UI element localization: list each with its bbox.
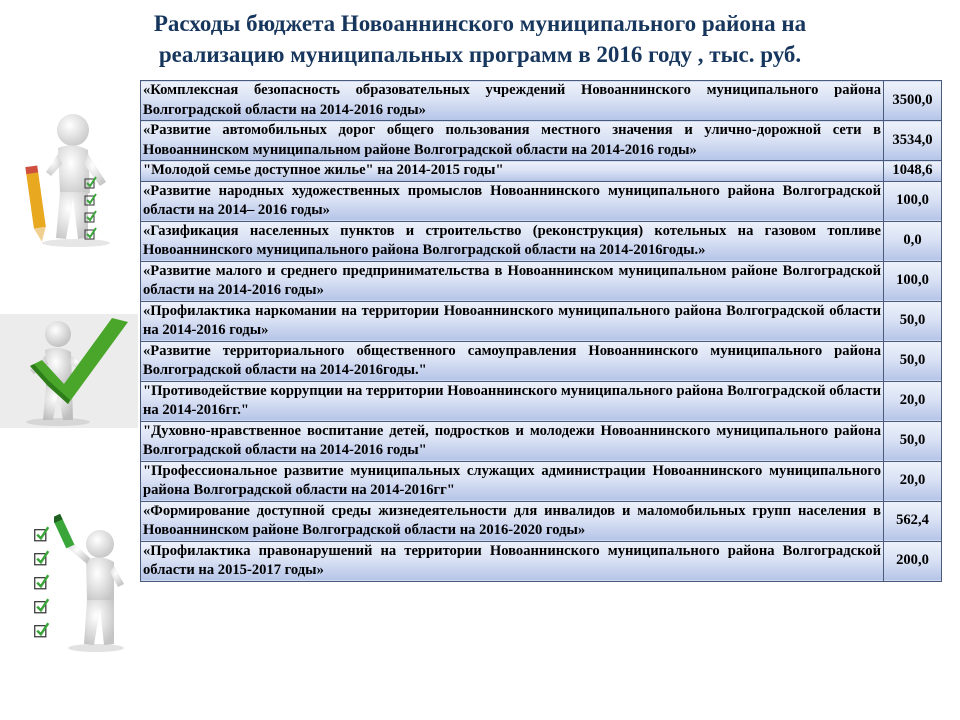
checkbox-checked-icon [84,193,97,206]
program-amount: 100,0 [884,181,942,221]
checkbox-checked-icon [33,598,50,614]
checkbox-checked-icon [33,550,50,566]
page-title [0,8,960,70]
program-name: «Формирование доступной среды жизнедеятельности для инвалидов и маломобильных групп населения в Новоаннинском районе Волгоградской области на 2016-2020 годы» [141,501,884,541]
program-name: «Профилактика наркомании на территории Новоаннинского муниципального района Волгоградской области на 2014-2016 годы» [141,301,884,341]
program-name: «Развитие малого и среднего предпринимательства в Новоаннинском муниципальном районе Волгоградской области на 2014-2016 годы» [141,261,884,301]
title-line-1: Расходы бюджета Новоаннинского муниципального района на [153,11,807,36]
program-name: "Молодой семье доступное жилье" на 2014-2015 годы" [141,161,884,182]
checkbox-checked-icon [33,622,50,638]
table-row [141,161,942,182]
person-with-checkmark-icon [8,316,136,428]
program-name: «Газификация населенных пунктов и строительство (реконструкция) котельных на газовом топливе Новоаннинского муниципального района Волгоградской области на 2014-2016годы.» [141,221,884,261]
program-name: "Духовно-нравственное воспитание детей, подростков и молодежи Новоаннинского муниципального района Волгоградской области на 2014-2016 годы" [141,421,884,461]
programs-table [140,80,942,582]
table-row [141,221,942,261]
checkbox-checked-icon [84,176,97,189]
program-name: "Противодействие коррупции на территории Новоаннинского муниципального района Волгоградской области на 2014-2016гг." [141,381,884,421]
table-row [141,341,942,381]
program-amount: 3534,0 [884,121,942,161]
table-row [141,461,942,501]
program-amount: 200,0 [884,541,942,581]
table-row [141,301,942,341]
person-with-marker-icon [54,514,140,654]
checkbox-checked-icon [33,526,50,542]
program-name: «Развитие автомобильных дорог общего пользования местного значения и улично-дорожной сети в Новоаннинском муниципальном районе Волгоградской области на 2014-2016 годы» [141,121,884,161]
program-name: «Развитие территориального общественного самоуправления Новоаннинского муниципального района Волгоградской области на 2014-2016годы." [141,341,884,381]
table-row [141,421,942,461]
checkbox-checked-icon [84,210,97,223]
program-name: «Профилактика правонарушений на территории Новоаннинского муниципального района Волгоградской области на 2015-2017 годы» [141,541,884,581]
program-name: «Комплексная безопасность образовательных учреждений Новоаннинского муниципального района Волгоградской области на 2014-2016 годы» [141,81,884,121]
program-amount: 0,0 [884,221,942,261]
table-row [141,381,942,421]
table-row [141,181,942,221]
checkbox-checked-icon [84,227,97,240]
table-row [141,541,942,581]
program-amount: 20,0 [884,381,942,421]
checkbox-checked-icon [33,574,50,590]
table-row [141,501,942,541]
program-amount: 562,4 [884,501,942,541]
table-row [141,121,942,161]
program-name: «Развитие народных художественных промыслов Новоаннинского муниципального района Волгоградской области на 2014– 2016 годы» [141,181,884,221]
table-row [141,81,942,121]
table-row [141,261,942,301]
title-line-2: реализацию муниципальных программ в 2016 году , тыс. руб. [158,42,802,67]
program-amount: 3500,0 [884,81,942,121]
program-amount: 1048,6 [884,161,942,182]
program-amount: 50,0 [884,301,942,341]
program-amount: 100,0 [884,261,942,301]
program-amount: 50,0 [884,421,942,461]
program-amount: 20,0 [884,461,942,501]
program-name: "Профессиональное развитие муниципальных служащих администрации Новоаннинского муниципального района Волгоградской области на 2014-2016гг" [141,461,884,501]
program-amount: 50,0 [884,341,942,381]
person-with-pencil-icon [18,108,128,248]
